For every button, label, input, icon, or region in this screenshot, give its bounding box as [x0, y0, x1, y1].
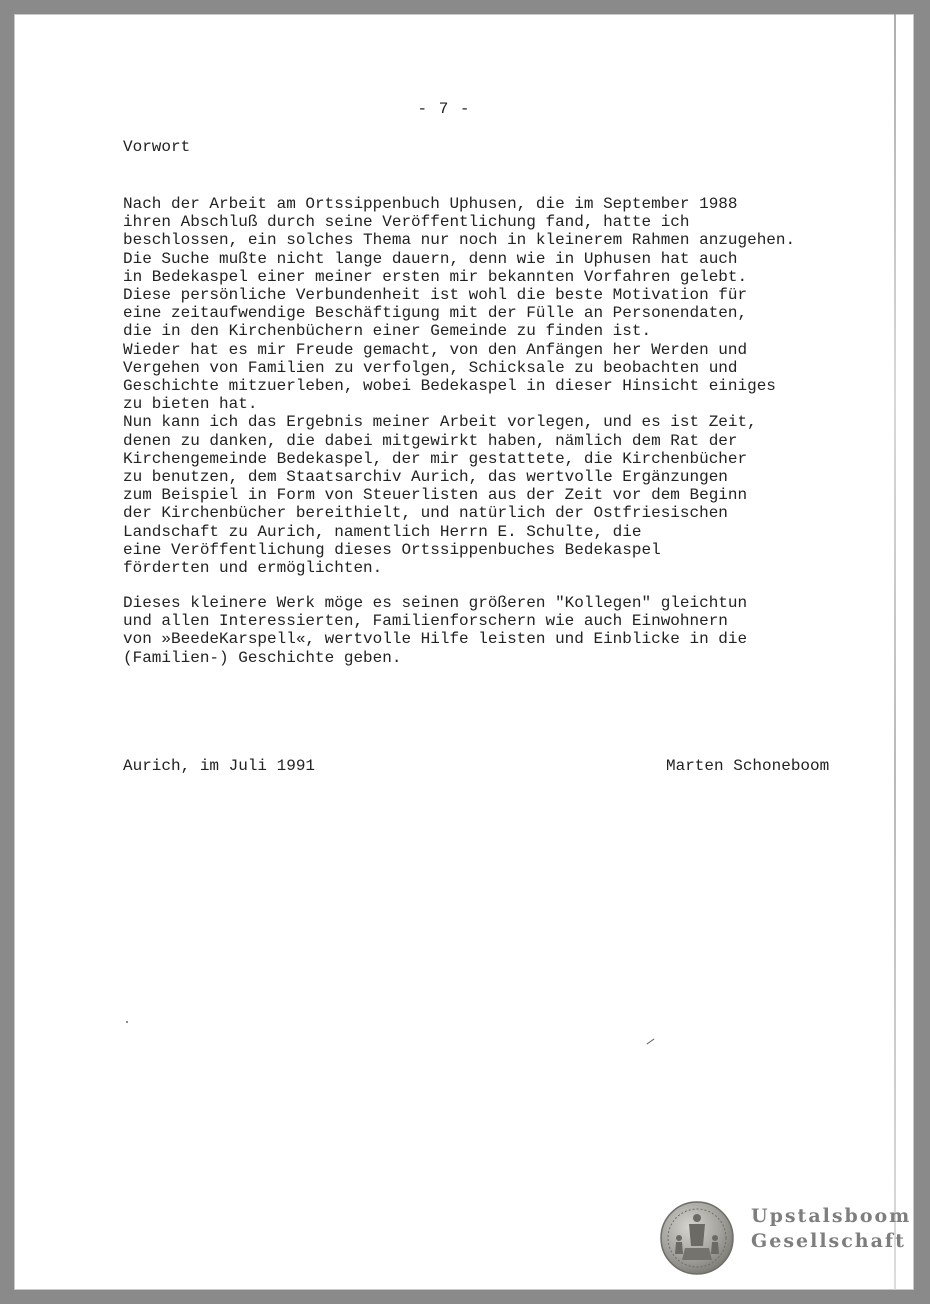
text-line: beschlossen, ein solches Thema nur noch in kleinerem Rahmen anzugehen. — [123, 231, 796, 250]
text-line: (Familien-) Geschichte geben. — [123, 648, 402, 667]
author-signature: Marten Schoneboom — [666, 757, 830, 775]
logo-line-2: Gesellschaft — [751, 1230, 906, 1252]
text-line: Wieder hat es mir Freude gemacht, von den Anfängen her Werden und — [123, 340, 748, 359]
text-line: denen zu danken, die dabei mitgewirkt haben, nämlich dem Rat der — [123, 431, 738, 450]
text-line: Landschaft zu Aurich, namentlich Herrn E. Schulte, die — [123, 522, 642, 541]
text-line: eine Veröffentlichung dieses Ortssippenbuches Bedekaspel — [123, 540, 661, 559]
text-line: Diese persönliche Verbundenheit ist wohl die beste Motivation für — [123, 286, 748, 305]
text-line: förderten und ermöglichten. — [123, 559, 383, 578]
scan-speck — [126, 1021, 128, 1023]
section-heading: Vorwort — [123, 138, 191, 156]
page-number: - 7 - — [417, 100, 471, 118]
text-line: Nach der Arbeit am Ortssippenbuch Uphusen, die im September 1988 — [123, 195, 738, 213]
text-line: und allen Interessierten, Familienforschern wie auch Einwohnern — [123, 612, 728, 631]
text-line: von »BeedeKarspell«, wertvolle Hilfe leisten und Einblicke in die — [123, 630, 748, 649]
text-line: Geschichte mitzuerleben, wobei Bedekaspel in dieser Hinsicht einiges — [123, 377, 776, 396]
scan-speck — [647, 1039, 655, 1045]
text-line: zum Beispiel in Form von Steuerlisten aus der Zeit vor dem Beginn — [123, 486, 748, 505]
text-line: Vergehen von Familien zu verfolgen, Schicksale zu beobachten und — [123, 358, 738, 377]
upstalsboom-logo — [659, 1200, 912, 1280]
logo-wordmark — [751, 1204, 911, 1254]
text-line: eine zeitaufwendige Beschäftigung mit der Fülle an Personendaten, — [123, 304, 748, 323]
text-line: die in den Kirchenbüchern einer Gemeinde zu finden ist. — [123, 322, 652, 341]
text-line: zu benutzen, dem Staatsarchiv Aurich, das wertvolle Ergänzungen — [123, 468, 728, 487]
text-line: zu bieten hat. — [123, 395, 258, 414]
text-line: ihren Abschluß durch seine Veröffentlichung fand, hatte ich — [123, 213, 690, 232]
text-line: Dieses kleinere Werk möge es seinen größeren "Kollegen" gleichtun — [123, 594, 748, 612]
text-line: Kirchengemeinde Bedekaspel, der mir gestattete, die Kirchenbücher — [123, 449, 748, 468]
text-line: Die Suche mußte nicht lange dauern, denn wie in Uphusen hat auch — [123, 249, 738, 268]
text-line: Nun kann ich das Ergebnis meiner Arbeit vorlegen, und es ist Zeit, — [123, 413, 757, 432]
paragraph-acknowledgement — [123, 195, 795, 577]
paragraph-closing-wish — [123, 594, 747, 667]
logo-line-1: Upstalsboom — [751, 1205, 912, 1227]
text-line: der Kirchenbücher bereithielt, und natürlich der Ostfriesischen — [123, 504, 728, 523]
document-page — [14, 14, 914, 1290]
text-line: in Bedekaspel einer meiner ersten mir bekannten Vorfahren gelebt. — [123, 267, 748, 286]
seal-emblem-icon — [659, 1200, 735, 1276]
place-and-date: Aurich, im Juli 1991 — [123, 757, 316, 775]
scan-edge-shadow — [894, 14, 896, 1290]
